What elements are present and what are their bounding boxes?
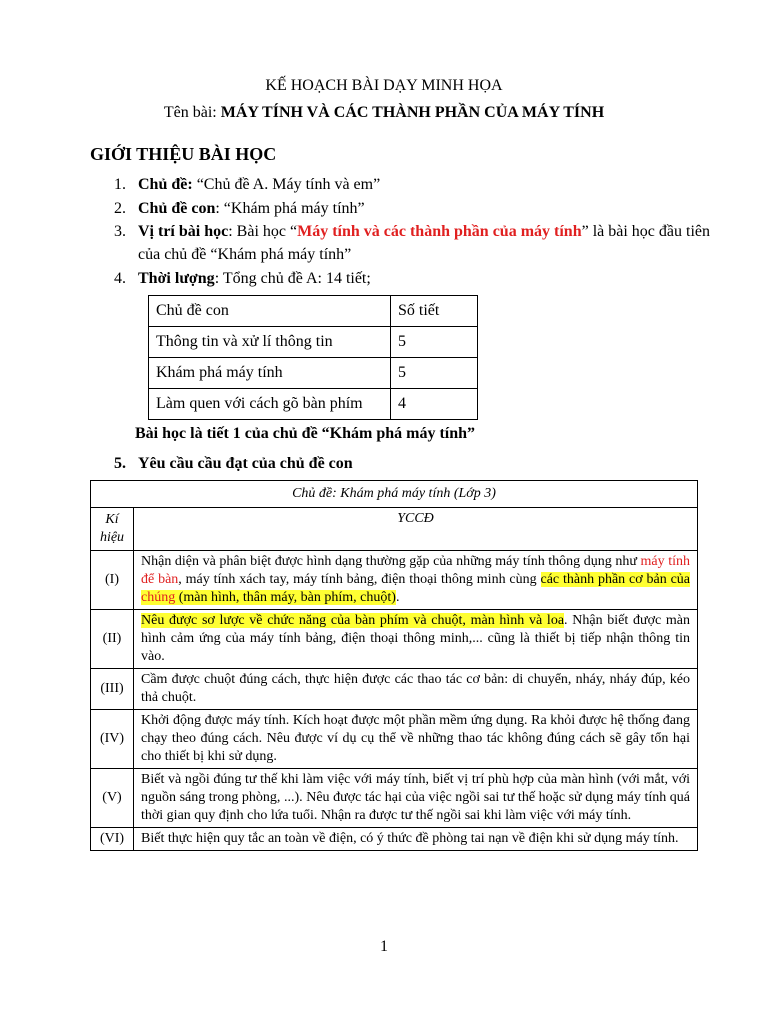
list-number: 4. — [114, 270, 126, 287]
table-row — [91, 551, 698, 610]
row-requirement: Cầm được chuột đúng cách, thực hiện được các thao tác cơ bản: di chuyển, nháy, nháy đúp, kéo thả chuột. — [134, 669, 698, 710]
table-header-row — [91, 508, 698, 551]
lesson-prefix: Tên bài: — [163, 104, 221, 121]
table-row — [149, 358, 478, 389]
table-cell: 5 — [391, 327, 478, 358]
row-symbol: (I) — [91, 551, 134, 610]
section-heading: GIỚI THIỆU BÀI HỌC — [90, 144, 277, 164]
row-requirement — [134, 610, 698, 669]
requirements-table — [90, 480, 698, 851]
col-header-symbol: Kí hiệu — [91, 508, 134, 551]
item-label: Chủ đề: — [138, 176, 193, 193]
item-text: : Tổng chủ đề A: 14 tiết; — [214, 270, 371, 287]
item-text: “Chủ đề A. Máy tính và em” — [192, 176, 381, 193]
item-text: ” là bài học đầu tiên của chủ đề “Khám phá máy tính” — [138, 223, 710, 263]
table-cell: Thông tin và xử lí thông tin — [149, 327, 391, 358]
row-requirement: Khởi động được máy tính. Kích hoạt được một phần mềm ứng dụng. Ra khỏi được hệ thống đang chạy theo đúng cách. Nêu được ví dụ cụ thể về những thao tác không đúng cách sẽ gây tổn hại cho thiết bị khi sử dụng. — [134, 710, 698, 769]
row-requirement: Biết và ngồi đúng tư thế khi làm việc với máy tính, biết vị trí phù hợp của màn hình (với mắt, với nguồn sáng trong phòng, ...). Nêu được tác hại của việc ngồi sai tư thế hoặc sử dụng máy tính quá thời gian quy định cho lứa tuổi. Nhận ra được tư thế ngồi sai khi làm việc với máy tính. — [134, 769, 698, 828]
table-caption-row — [91, 481, 698, 508]
lesson-note: Bài học là tiết 1 của chủ đề “Khám phá máy tính” — [135, 425, 476, 442]
item-text: : Bài học “ — [228, 223, 298, 240]
table-row — [91, 669, 698, 710]
table-cell: Làm quen với cách gõ bàn phím — [149, 389, 391, 420]
req-text-highlight: Nêu được sơ lược về chức năng của bàn phím và chuột, màn hình và loa — [141, 613, 565, 628]
lesson-name: MÁY TÍNH VÀ CÁC THÀNH PHẦN CỦA MÁY TÍNH — [220, 104, 605, 121]
table-row — [149, 389, 478, 420]
item-label: Chủ đề con — [138, 200, 216, 217]
table-cell: 4 — [391, 389, 478, 420]
item-label: Vị trí bài học — [138, 223, 229, 240]
table-row — [91, 828, 698, 851]
table-row — [91, 610, 698, 669]
list-number: 3. — [114, 223, 126, 240]
table-row — [91, 769, 698, 828]
table-header-cell: Số tiết — [391, 296, 478, 327]
req-text-highlight-red: chúng — [141, 590, 176, 605]
duration-table — [148, 295, 478, 420]
req-text-red: máy tính để bàn — [141, 554, 690, 587]
row-symbol: (IV) — [91, 710, 134, 769]
table-row — [91, 710, 698, 769]
table-header-cell: Chủ đề con — [149, 296, 391, 327]
table-cell: 5 — [391, 358, 478, 389]
req-text-highlight: (màn hình, thân máy, bàn phím, chuột) — [175, 590, 396, 605]
table-row — [149, 327, 478, 358]
col-header-requirement: YCCĐ — [134, 508, 698, 551]
table-header-row — [149, 296, 478, 327]
list-number: 1. — [114, 176, 126, 193]
list-number: 2. — [114, 200, 126, 217]
table-cell: Khám phá máy tính — [149, 358, 391, 389]
lesson-name-red: Máy tính và các thành phần của máy tính — [297, 223, 582, 240]
row-symbol: (VI) — [91, 828, 134, 851]
item-text: : “Khám phá máy tính” — [215, 200, 365, 217]
req-text: Nhận diện và phân biệt được hình dạng thường gặp của những máy tính thông dụng như — [141, 554, 641, 569]
req-text: , máy tính xách tay, máy tính bảng, điện thoại thông minh cùng — [178, 572, 541, 587]
lesson-name-line — [0, 104, 768, 122]
req-text: . Nhận biết được màn hình cảm ứng của máy tính bảng, điện thoại thông minh,... cũng là thiết bị tiếp nhận thông tin vào. — [141, 613, 690, 664]
req-text-highlight: các thành phần cơ bản của — [540, 572, 690, 587]
row-requirement — [134, 551, 698, 610]
document-title: KẾ HOẠCH BÀI DẠY MINH HỌA — [265, 77, 503, 94]
req-text: . — [395, 590, 400, 605]
row-requirement: Biết thực hiện quy tắc an toàn về điện, có ý thức đề phòng tai nạn về điện khi sử dụng máy tính. — [134, 828, 698, 851]
page-number: 1 — [380, 938, 388, 955]
row-symbol: (V) — [91, 769, 134, 828]
item-label: Yêu cầu cầu đạt của chủ đề con — [138, 455, 353, 472]
list-number: 5. — [114, 455, 126, 472]
row-symbol: (II) — [91, 610, 134, 669]
item-label: Thời lượng — [138, 270, 215, 287]
row-symbol: (III) — [91, 669, 134, 710]
table-caption: Chủ đề: Khám phá máy tính (Lớp 3) — [91, 481, 698, 508]
